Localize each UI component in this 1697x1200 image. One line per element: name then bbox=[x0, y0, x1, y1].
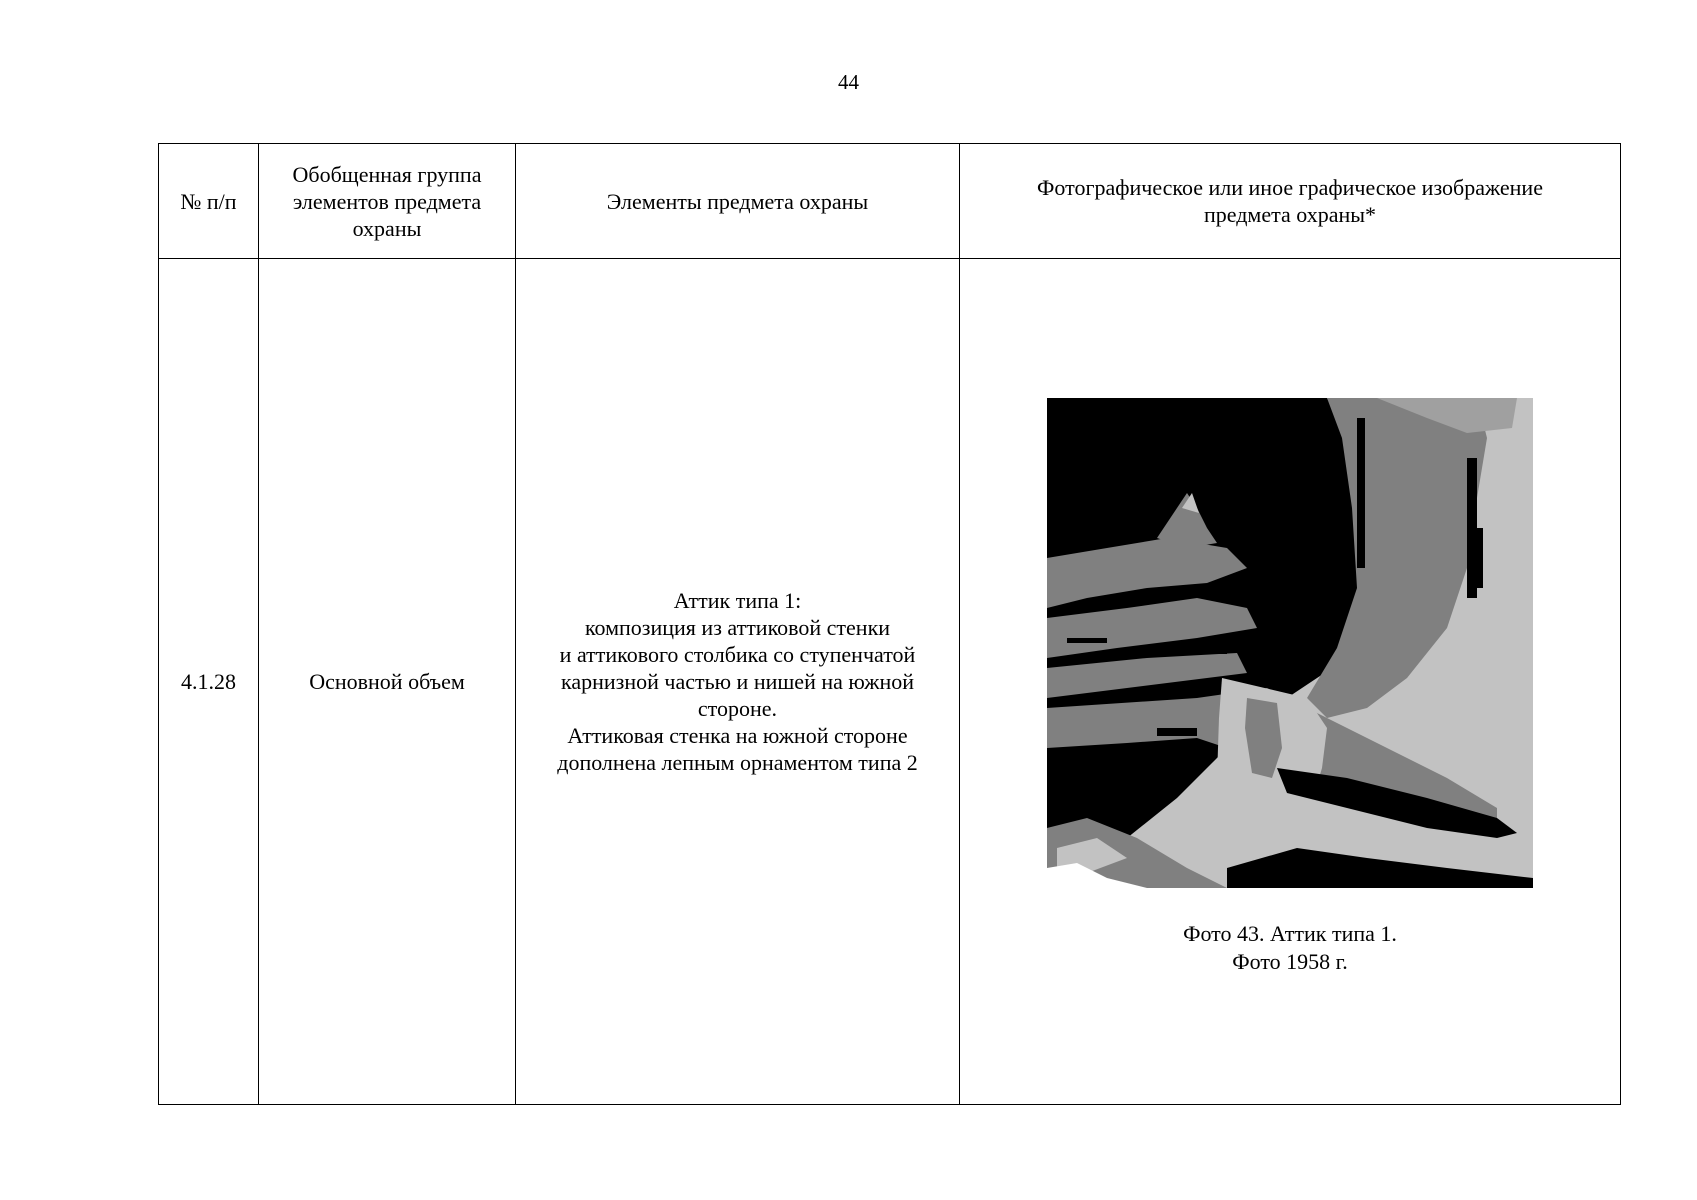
header-group: Обобщенная группа элементов предмета охраны bbox=[259, 144, 516, 259]
header-photo: Фотографическое или иное графическое изображение предмета охраны* bbox=[960, 144, 1621, 259]
element-line: композиция из аттиковой стенки bbox=[584, 615, 891, 640]
element-line: Аттиковая стенка на южной стороне bbox=[567, 723, 908, 748]
header-elements: Элементы предмета охраны bbox=[516, 144, 960, 259]
element-line: карнизной частью и нишей на южной bbox=[560, 669, 915, 694]
row-number: 4.1.28 bbox=[159, 259, 259, 1105]
row-elements bbox=[516, 259, 960, 1105]
protection-elements-table bbox=[158, 143, 1621, 1105]
page-number: 44 bbox=[838, 70, 859, 94]
element-line: и аттикового столбика со ступенчатой bbox=[559, 642, 916, 667]
photo-caption bbox=[1183, 920, 1397, 976]
header-number: № п/п bbox=[159, 144, 259, 259]
attic-photo bbox=[1047, 398, 1533, 888]
element-line: дополнена лепным орнаментом типа 2 bbox=[557, 750, 918, 775]
element-line: стороне. bbox=[697, 696, 778, 721]
row-photo-cell bbox=[960, 259, 1621, 1105]
photo-block bbox=[970, 388, 1610, 976]
row-group: Основной объем bbox=[259, 259, 516, 1105]
element-line: Аттик типа 1: bbox=[673, 588, 802, 613]
table-row bbox=[159, 259, 1621, 1105]
caption-line-2: Фото 1958 г. bbox=[1232, 948, 1348, 974]
caption-line-1: Фото 43. Аттик типа 1. bbox=[1183, 920, 1397, 946]
table-header-row bbox=[159, 144, 1621, 259]
